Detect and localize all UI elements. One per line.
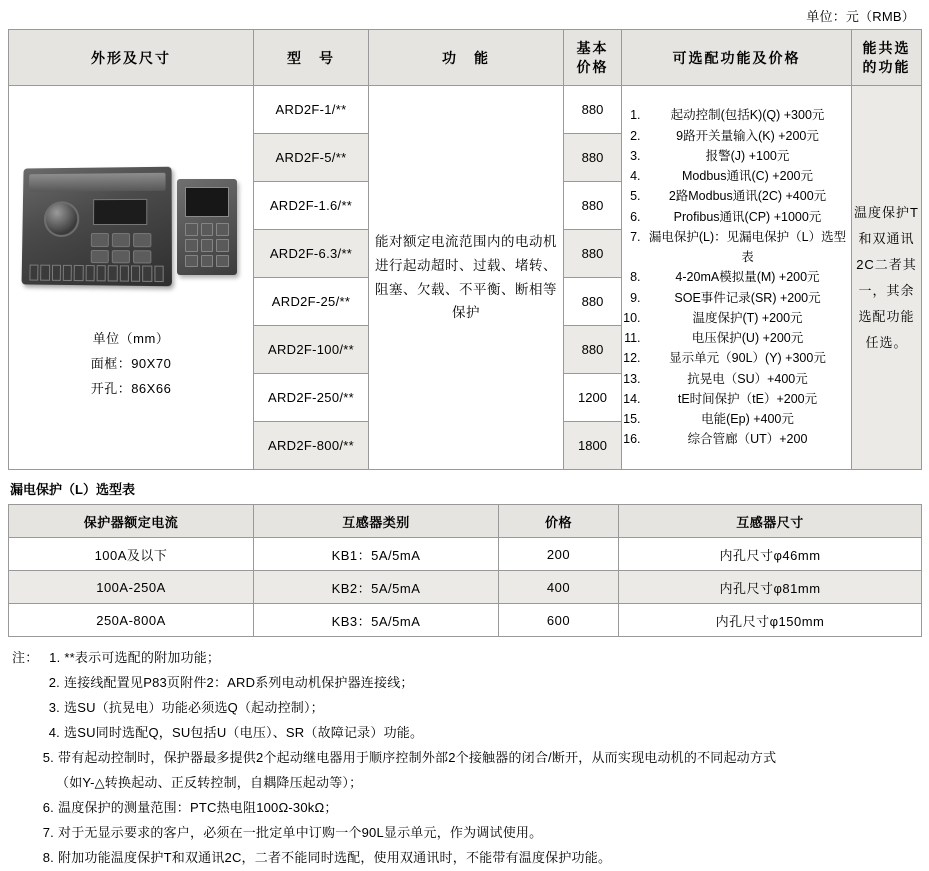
leakage-ct-size: 内孔尺寸φ46mm: [619, 538, 922, 571]
model-name: ARD2F-800/**: [254, 422, 369, 470]
leakage-price: 600: [499, 604, 619, 637]
note-text: 连接线配置见P83页附件2：ARD系列电动机保护器连接线；: [64, 674, 414, 690]
list-item: 1. 起动控制(包括K)(Q) +300元: [644, 105, 851, 125]
note-text: 选SU同时选配Q，SU包括U（电压）、SR（故障记录）功能。: [64, 724, 424, 740]
leakage-header-ct-type: 互感器类别: [254, 505, 499, 538]
header-options: 可选配功能及价格: [622, 30, 852, 86]
header-common-line2: 的功能: [862, 58, 911, 75]
table-header-row: [9, 30, 922, 86]
note-text: 附加功能温度保护T和双通讯2C，二者不能同时选配，使用双通讯时，不能带有温度保护功能。: [58, 849, 612, 865]
list-item: 6. Profibus通讯(CP) +1000元: [644, 207, 851, 227]
header-base-price-line2: 价格: [576, 58, 609, 75]
common-functions: 温度保护T和双通讯2C二者其一，其余选配功能任选。: [852, 86, 922, 470]
leakage-header-row: [9, 505, 922, 538]
leakage-ct-type: KB2：5A/5mA: [254, 571, 499, 604]
header-common: [852, 30, 922, 86]
function-description: 能对额定电流范围内的电动机进行起动超时、过载、堵转、阻塞、欠载、不平衡、断相等保护: [369, 86, 564, 470]
unit-note: 单位：元（RMB）: [806, 9, 915, 24]
note-text: **表示可选配的附加功能；: [64, 650, 221, 665]
note-text: 温度保护的测量范围：PTC热电阻100Ω-30kΩ；: [58, 799, 338, 815]
note-number: 1.: [49, 650, 61, 665]
dimension-line-2: 面框：90X70: [90, 356, 172, 372]
table-row: [9, 604, 922, 637]
leakage-ct-type: KB3：5A/5mA: [254, 604, 499, 637]
note-item: [12, 746, 917, 771]
list-item: 5. 2路Modbus通讯(2C) +400元: [644, 186, 851, 206]
leakage-header-ct-size: 互感器尺寸: [619, 505, 922, 538]
list-item: 8. 4-20mA模拟量(M) +200元: [644, 267, 851, 287]
leakage-current: 100A及以下: [9, 538, 254, 571]
notes-section: [8, 637, 921, 871]
note-item: [12, 696, 917, 721]
base-price: 880: [564, 326, 622, 374]
note-item: [12, 796, 917, 821]
note-text: 对于无显示要求的客户，必须在一批定单中订购一个90L显示单元，作为调试使用。: [58, 824, 543, 840]
base-price: 1800: [564, 422, 622, 470]
note-text: 选SU（抗晃电）功能必须选Q（起动控制）；: [64, 699, 324, 715]
leakage-header-price: 价格: [499, 505, 619, 538]
base-price: 880: [564, 230, 622, 278]
list-item: 4. Modbus通讯(C) +200元: [644, 166, 851, 186]
header-function: 功 能: [369, 30, 564, 86]
model-name: ARD2F-25/**: [254, 278, 369, 326]
options-list-cell: [622, 86, 852, 470]
model-name: ARD2F-1/**: [254, 86, 369, 134]
header-model: 型 号: [254, 30, 369, 86]
note-number: 8.: [42, 849, 54, 865]
model-name: ARD2F-100/**: [254, 326, 369, 374]
dimension-line-3: 开孔：86X66: [90, 380, 172, 396]
list-item: 3. 报警(J) +100元: [644, 146, 851, 166]
product-table: [8, 29, 922, 470]
dimension-line-1: 单位（mm）: [92, 331, 170, 347]
header-common-line1: 能共选: [862, 39, 911, 56]
note-text: 带有起动控制时，保护器最多提供2个起动继电器用于顺序控制外部2个接触器的闭合/断开，从而实现电动机的不同起动方式: [58, 749, 777, 765]
list-item: 13. 抗晃电（SU）+400元: [644, 369, 851, 389]
leakage-ct-size: 内孔尺寸φ81mm: [619, 571, 922, 604]
note-number: 5.: [42, 749, 54, 765]
list-item: 14. tE时间保护（tE）+200元: [644, 389, 851, 409]
list-item: 15. 电能(Ep) +400元: [644, 409, 851, 429]
list-item: 12. 显示单元（90L）(Y) +300元: [644, 348, 851, 368]
header-base-price-line1: 基本: [576, 39, 609, 56]
note-item: [12, 671, 917, 696]
list-item: 11. 电压保护(U) +200元: [644, 328, 851, 348]
base-price: 880: [564, 182, 622, 230]
leakage-current: 250A-800A: [9, 604, 254, 637]
model-name: ARD2F-250/**: [254, 374, 369, 422]
motor-protector-device-icon: [22, 167, 172, 287]
list-item: 9. SOE事件记录(SR) +200元: [644, 288, 851, 308]
note-item: [12, 646, 917, 671]
note-number: 3.: [48, 699, 60, 715]
product-image-cell: [9, 86, 254, 470]
table-row: [9, 86, 922, 134]
leakage-ct-size: 内孔尺寸φ150mm: [619, 604, 922, 637]
list-item: 2. 9路开关量输入(K) +200元: [644, 126, 851, 146]
header-base-price: [564, 30, 622, 86]
dimension-text: [9, 327, 253, 407]
table-row: [9, 571, 922, 604]
note-number: 4.: [48, 724, 60, 740]
list-item: 16. 综合管廊（UT）+200: [644, 429, 851, 449]
list-item: 10. 温度保护(T) +200元: [644, 308, 851, 328]
product-photo: [9, 149, 253, 327]
base-price: 880: [564, 278, 622, 326]
leakage-price: 200: [499, 538, 619, 571]
leakage-price: 400: [499, 571, 619, 604]
model-name: ARD2F-1.6/**: [254, 182, 369, 230]
list-item: 7. 漏电保护(L)：见漏电保护（L）选型表: [644, 227, 851, 268]
note-number: 2.: [48, 674, 60, 690]
header-shape: 外形及尺寸: [9, 30, 254, 86]
leakage-header-current: 保护器额定电流: [9, 505, 254, 538]
leakage-ct-type: KB1：5A/5mA: [254, 538, 499, 571]
note-item: [12, 821, 917, 846]
leakage-table: [8, 504, 922, 637]
base-price: 880: [564, 86, 622, 134]
model-name: ARD2F-5/**: [254, 134, 369, 182]
table-row: [9, 538, 922, 571]
display-unit-device-icon: [177, 179, 237, 275]
note-item: [12, 846, 917, 871]
note-item: [12, 721, 917, 746]
base-price: 1200: [564, 374, 622, 422]
leakage-table-title: 漏电保护（L）选型表: [10, 482, 135, 497]
note-number: 7.: [42, 824, 54, 840]
base-price: 880: [564, 134, 622, 182]
notes-label: 注：: [12, 650, 39, 665]
leakage-current: 100A-250A: [9, 571, 254, 604]
model-name: ARD2F-6.3/**: [254, 230, 369, 278]
note-number: 6.: [42, 799, 54, 815]
note-continuation: （如Y-△转换起动、正反转控制，自耦降压起动等）；: [56, 774, 363, 790]
